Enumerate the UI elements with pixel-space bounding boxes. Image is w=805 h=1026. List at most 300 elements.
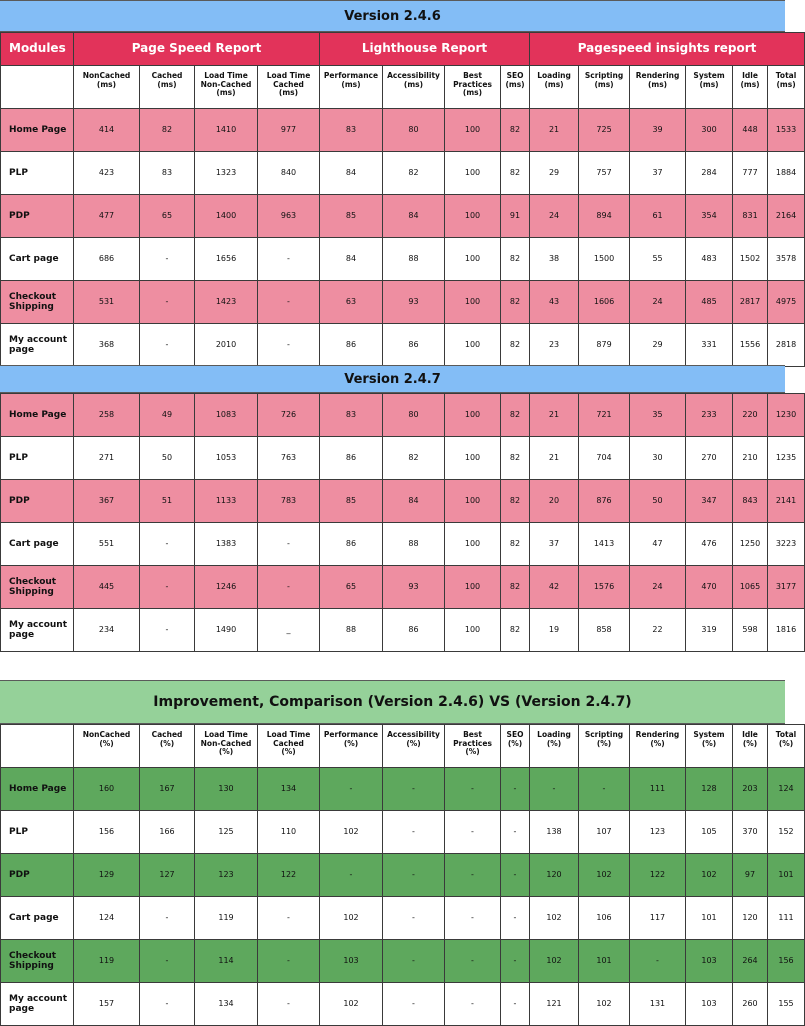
- module-name: Cart page: [1, 523, 74, 566]
- column-header-line: Load Time: [266, 71, 311, 80]
- table-cell: 86: [320, 324, 383, 367]
- table-cell: 370: [733, 811, 768, 854]
- table-row: [1, 566, 805, 609]
- table-cell: 38: [530, 238, 579, 281]
- table-cell: 22: [630, 609, 686, 652]
- table-cell: 1235: [768, 437, 805, 480]
- module-name: Checkout Shipping: [1, 281, 74, 324]
- column-header: [733, 725, 768, 768]
- table-cell: 840: [258, 152, 320, 195]
- module-name: PDP: [1, 480, 74, 523]
- module-name: PDP: [1, 195, 74, 238]
- table-row: [1, 983, 805, 1026]
- table-cell: 156: [768, 940, 805, 983]
- table-cell: 91: [501, 195, 530, 238]
- table-cell: 167: [140, 768, 195, 811]
- table-cell: 65: [140, 195, 195, 238]
- table-cell: 783: [258, 480, 320, 523]
- table-cell: -: [383, 940, 445, 983]
- table-row: [1, 523, 805, 566]
- table-cell: 102: [530, 897, 579, 940]
- column-header-line: (%): [701, 738, 717, 748]
- table-cell: -: [258, 940, 320, 983]
- table-cell: 347: [686, 480, 733, 523]
- table-cell: -: [320, 768, 383, 811]
- column-header-line: (%): [507, 738, 523, 748]
- table-cell: 65: [320, 566, 383, 609]
- table-cell: 1230: [768, 394, 805, 437]
- column-header: [501, 725, 530, 768]
- column-header-line: Accessibility: [387, 71, 440, 80]
- table-cell: 82: [140, 109, 195, 152]
- table-row: [1, 195, 805, 238]
- table-cell: 120: [530, 854, 579, 897]
- table-cell: 843: [733, 480, 768, 523]
- table-cell: 100: [445, 480, 501, 523]
- column-header-row: [1, 66, 805, 109]
- table-cell: 101: [579, 940, 630, 983]
- table-cell: 2010: [195, 324, 258, 367]
- table-cell: 63: [320, 281, 383, 324]
- table-row: [1, 324, 805, 367]
- column-header-empty: [1, 66, 74, 109]
- table-cell: -: [140, 523, 195, 566]
- column-header: [579, 725, 630, 768]
- column-header: [445, 725, 501, 768]
- table-cell: 876: [579, 480, 630, 523]
- table-cell: 100: [445, 281, 501, 324]
- column-header: [686, 725, 733, 768]
- table-cell: 101: [686, 897, 733, 940]
- column-header: [733, 66, 768, 109]
- table-cell: 763: [258, 437, 320, 480]
- column-header-line: (ms): [776, 79, 796, 89]
- table-cell: 1556: [733, 324, 768, 367]
- table-cell: -: [140, 566, 195, 609]
- column-header-line: (ms): [278, 88, 299, 98]
- column-header: [140, 66, 195, 109]
- column-header: [258, 66, 320, 109]
- table-cell: 879: [579, 324, 630, 367]
- table-cell: _: [258, 609, 320, 652]
- table-cell: 119: [74, 940, 140, 983]
- column-header-line: Non-Cached: [200, 79, 252, 89]
- improvement-title: Improvement, Comparison (Version 2.4.6) VS (Version 2.4.7): [153, 694, 632, 710]
- table-cell: 37: [630, 152, 686, 195]
- table-cell: 2164: [768, 195, 805, 238]
- table-cell: -: [140, 983, 195, 1026]
- table-cell: 233: [686, 394, 733, 437]
- table-cell: 100: [445, 523, 501, 566]
- column-header-line: (%): [778, 738, 794, 748]
- module-name: Checkout Shipping: [1, 566, 74, 609]
- pagespeed-insights-header: Pagespeed insights report: [530, 33, 805, 66]
- table-cell: 88: [383, 238, 445, 281]
- table-cell: 43: [530, 281, 579, 324]
- table-cell: 1884: [768, 152, 805, 195]
- column-header-line: (%): [281, 747, 296, 757]
- table-cell: -: [383, 854, 445, 897]
- table-cell: 122: [258, 854, 320, 897]
- table-cell: 23: [530, 324, 579, 367]
- table-cell: 120: [733, 897, 768, 940]
- column-header-line: Non-Cached: [200, 738, 252, 748]
- table-cell: 100: [445, 437, 501, 480]
- table-cell: -: [140, 897, 195, 940]
- table-cell: 21: [530, 437, 579, 480]
- table-cell: 1533: [768, 109, 805, 152]
- table-cell: 125: [195, 811, 258, 854]
- table-cell: 82: [501, 238, 530, 281]
- table-cell: -: [630, 940, 686, 983]
- column-header: [530, 66, 579, 109]
- column-header: [768, 66, 805, 109]
- table-cell: 80: [383, 109, 445, 152]
- column-header: [320, 725, 383, 768]
- improvement-banner: [0, 680, 785, 724]
- table-cell: 1065: [733, 566, 768, 609]
- table-row: [1, 897, 805, 940]
- column-header-line: Loading: [537, 71, 571, 80]
- table-cell: -: [501, 983, 530, 1026]
- column-header-line: Load Time: [204, 730, 248, 739]
- table-cell: -: [258, 983, 320, 1026]
- module-name: PLP: [1, 437, 74, 480]
- table-cell: 445: [74, 566, 140, 609]
- table-cell: 24: [630, 566, 686, 609]
- table-cell: 721: [579, 394, 630, 437]
- column-header-line: Idle: [742, 71, 758, 80]
- table-cell: 19: [530, 609, 579, 652]
- column-header-line: Practices: [453, 79, 492, 89]
- column-header-empty: [1, 725, 74, 768]
- table-cell: 131: [630, 983, 686, 1026]
- table-cell: 21: [530, 109, 579, 152]
- table-cell: 82: [501, 609, 530, 652]
- table-cell: 3578: [768, 238, 805, 281]
- table-cell: 103: [320, 940, 383, 983]
- table-cell: 47: [630, 523, 686, 566]
- table-cell: 121: [530, 983, 579, 1026]
- table-cell: -: [530, 768, 579, 811]
- table-cell: 122: [630, 854, 686, 897]
- table-cell: 1423: [195, 281, 258, 324]
- table-cell: 93: [383, 281, 445, 324]
- table-cell: 1413: [579, 523, 630, 566]
- table-cell: 102: [320, 811, 383, 854]
- column-header-line: (%): [650, 738, 665, 748]
- table-cell: 1576: [579, 566, 630, 609]
- table-cell: -: [501, 897, 530, 940]
- column-header-line: Performance: [323, 71, 379, 80]
- table-cell: -: [258, 238, 320, 281]
- column-header-line: (ms): [341, 79, 361, 89]
- table-cell: 1250: [733, 523, 768, 566]
- column-header-line: (ms): [403, 79, 424, 89]
- table-row: [1, 854, 805, 897]
- table-cell: 483: [686, 238, 733, 281]
- table-row: [1, 811, 805, 854]
- column-header: [74, 66, 140, 109]
- table-cell: 82: [383, 437, 445, 480]
- column-header-line: (%): [546, 738, 562, 748]
- column-header-line: SEO: [506, 730, 524, 739]
- column-header-line: Load Time: [266, 730, 311, 739]
- column-header-line: Cached: [151, 730, 183, 739]
- version-246-title: Version 2.4.6: [344, 8, 441, 24]
- column-header-line: (ms): [647, 79, 668, 89]
- column-header-line: NonCached: [82, 71, 131, 80]
- table-cell: -: [320, 854, 383, 897]
- table-cell: 963: [258, 195, 320, 238]
- table-cell: 111: [768, 897, 805, 940]
- table-cell: 270: [686, 437, 733, 480]
- column-header: [630, 66, 686, 109]
- module-name: My account page: [1, 983, 74, 1026]
- table-cell: 103: [686, 983, 733, 1026]
- table-cell: -: [445, 940, 501, 983]
- table-cell: 82: [501, 480, 530, 523]
- table-cell: 106: [579, 897, 630, 940]
- column-header-line: (ms): [462, 88, 483, 98]
- column-header: [195, 66, 258, 109]
- column-header-line: (ms): [96, 79, 117, 89]
- module-name: My account page: [1, 609, 74, 652]
- table-cell: 86: [320, 437, 383, 480]
- table-cell: 24: [630, 281, 686, 324]
- table-cell: -: [445, 811, 501, 854]
- column-header-line: (ms): [216, 88, 236, 98]
- table-cell: 414: [74, 109, 140, 152]
- table-cell: 2817: [733, 281, 768, 324]
- table-cell: 368: [74, 324, 140, 367]
- table-cell: 114: [195, 940, 258, 983]
- table-cell: 100: [445, 394, 501, 437]
- table-cell: 284: [686, 152, 733, 195]
- table-cell: 82: [501, 152, 530, 195]
- table-cell: 93: [383, 566, 445, 609]
- table-cell: 160: [74, 768, 140, 811]
- column-header-line: Total: [775, 71, 797, 80]
- table-cell: 220: [733, 394, 768, 437]
- column-header-line: Cached: [273, 738, 304, 748]
- table-cell: -: [445, 854, 501, 897]
- table-cell: 157: [74, 983, 140, 1026]
- column-header-line: Accessibility: [387, 730, 440, 739]
- table-row: [1, 152, 805, 195]
- table-cell: 1606: [579, 281, 630, 324]
- column-header-line: (%): [343, 738, 359, 748]
- table-cell: 757: [579, 152, 630, 195]
- table-cell: 82: [501, 281, 530, 324]
- column-header: [74, 725, 140, 768]
- table-cell: 152: [768, 811, 805, 854]
- table-cell: 1410: [195, 109, 258, 152]
- module-name: PLP: [1, 152, 74, 195]
- table-cell: -: [445, 897, 501, 940]
- table-cell: 50: [630, 480, 686, 523]
- column-header-line: Load Time: [204, 71, 248, 80]
- table-cell: 1490: [195, 609, 258, 652]
- table-cell: 210: [733, 437, 768, 480]
- table-row: [1, 394, 805, 437]
- table-cell: 20: [530, 480, 579, 523]
- table-cell: 88: [320, 609, 383, 652]
- table-cell: 1323: [195, 152, 258, 195]
- column-header-line: Practices: [453, 738, 492, 748]
- table-cell: 258: [74, 394, 140, 437]
- table-cell: 83: [320, 394, 383, 437]
- table-cell: 61: [630, 195, 686, 238]
- column-header: [320, 66, 383, 109]
- table-cell: 29: [630, 324, 686, 367]
- table-cell: 42: [530, 566, 579, 609]
- table-cell: 155: [768, 983, 805, 1026]
- table-cell: 119: [195, 897, 258, 940]
- table-cell: 111: [630, 768, 686, 811]
- table-cell: 319: [686, 609, 733, 652]
- table-cell: 1083: [195, 394, 258, 437]
- column-header-line: (ms): [594, 79, 614, 89]
- table-cell: 234: [74, 609, 140, 652]
- table-cell: 354: [686, 195, 733, 238]
- page-speed-report-header: Page Speed Report: [74, 33, 320, 66]
- table-cell: 894: [579, 195, 630, 238]
- column-header: [383, 725, 445, 768]
- column-header: [530, 725, 579, 768]
- table-cell: 102: [320, 983, 383, 1026]
- module-name: Home Page: [1, 768, 74, 811]
- table-cell: 123: [195, 854, 258, 897]
- table-cell: 101: [768, 854, 805, 897]
- column-header-line: Loading: [537, 730, 571, 739]
- table-cell: 51: [140, 480, 195, 523]
- table-cell: 1656: [195, 238, 258, 281]
- table-row: [1, 940, 805, 983]
- version-246-table: [0, 32, 805, 367]
- column-header-line: Scripting: [584, 71, 624, 80]
- module-name: My account page: [1, 324, 74, 367]
- table-cell: 100: [445, 195, 501, 238]
- table-cell: 100: [445, 109, 501, 152]
- table-cell: 100: [445, 238, 501, 281]
- table-cell: 264: [733, 940, 768, 983]
- version-247-table: [0, 393, 805, 652]
- table-cell: 477: [74, 195, 140, 238]
- table-cell: -: [445, 768, 501, 811]
- module-name: Cart page: [1, 238, 74, 281]
- column-header-line: System: [693, 730, 725, 739]
- table-cell: 551: [74, 523, 140, 566]
- column-header-line: (%): [218, 747, 234, 757]
- column-header-line: Rendering: [635, 730, 680, 739]
- column-header: [630, 725, 686, 768]
- column-header-line: (ms): [157, 79, 177, 89]
- modules-header: Modules: [1, 33, 74, 66]
- table-cell: 1383: [195, 523, 258, 566]
- table-cell: 166: [140, 811, 195, 854]
- table-cell: 86: [320, 523, 383, 566]
- table-cell: 82: [383, 152, 445, 195]
- table-cell: 102: [579, 983, 630, 1026]
- table-cell: 83: [320, 109, 383, 152]
- table-cell: 82: [501, 324, 530, 367]
- column-header: [140, 725, 195, 768]
- column-header-line: Best: [463, 730, 482, 739]
- table-cell: 82: [501, 523, 530, 566]
- table-cell: 86: [383, 609, 445, 652]
- table-cell: 831: [733, 195, 768, 238]
- table-cell: 82: [501, 109, 530, 152]
- table-cell: 117: [630, 897, 686, 940]
- table-cell: 203: [733, 768, 768, 811]
- table-cell: 977: [258, 109, 320, 152]
- table-cell: 1500: [579, 238, 630, 281]
- table-cell: 50: [140, 437, 195, 480]
- table-cell: -: [501, 854, 530, 897]
- table-cell: 128: [686, 768, 733, 811]
- table-cell: 83: [140, 152, 195, 195]
- table-cell: -: [140, 324, 195, 367]
- table-cell: 100: [445, 566, 501, 609]
- table-cell: 84: [383, 480, 445, 523]
- table-cell: 86: [383, 324, 445, 367]
- table-cell: 82: [501, 437, 530, 480]
- module-name: Home Page: [1, 109, 74, 152]
- column-header: [768, 725, 805, 768]
- column-header-line: SEO: [506, 71, 524, 80]
- column-header: [579, 66, 630, 109]
- column-header-line: Total: [775, 730, 797, 739]
- version-247-banner: [0, 365, 785, 393]
- table-cell: -: [140, 281, 195, 324]
- table-cell: 130: [195, 768, 258, 811]
- table-cell: 105: [686, 811, 733, 854]
- table-cell: 3177: [768, 566, 805, 609]
- table-cell: 1133: [195, 480, 258, 523]
- table-cell: 531: [74, 281, 140, 324]
- table-cell: 110: [258, 811, 320, 854]
- table-cell: 134: [195, 983, 258, 1026]
- column-header-line: (ms): [699, 79, 719, 89]
- column-header-line: (%): [159, 738, 175, 748]
- table-cell: 1400: [195, 195, 258, 238]
- table-row: [1, 109, 805, 152]
- table-cell: 470: [686, 566, 733, 609]
- table-row: [1, 281, 805, 324]
- version-247-title: Version 2.4.7: [344, 371, 441, 387]
- module-name: Home Page: [1, 394, 74, 437]
- table-cell: -: [258, 523, 320, 566]
- table-cell: 21: [530, 394, 579, 437]
- column-header-line: Cached: [273, 79, 304, 89]
- table-cell: 423: [74, 152, 140, 195]
- table-cell: 260: [733, 983, 768, 1026]
- table-cell: 82: [501, 566, 530, 609]
- table-cell: 134: [258, 768, 320, 811]
- column-header-line: (ms): [505, 79, 525, 89]
- column-header-line: (%): [406, 738, 421, 748]
- table-cell: 331: [686, 324, 733, 367]
- table-cell: 123: [630, 811, 686, 854]
- table-cell: -: [258, 281, 320, 324]
- table-cell: -: [445, 983, 501, 1026]
- table-cell: 485: [686, 281, 733, 324]
- lighthouse-report-header: Lighthouse Report: [320, 33, 530, 66]
- table-cell: 704: [579, 437, 630, 480]
- table-cell: 30: [630, 437, 686, 480]
- table-cell: 37: [530, 523, 579, 566]
